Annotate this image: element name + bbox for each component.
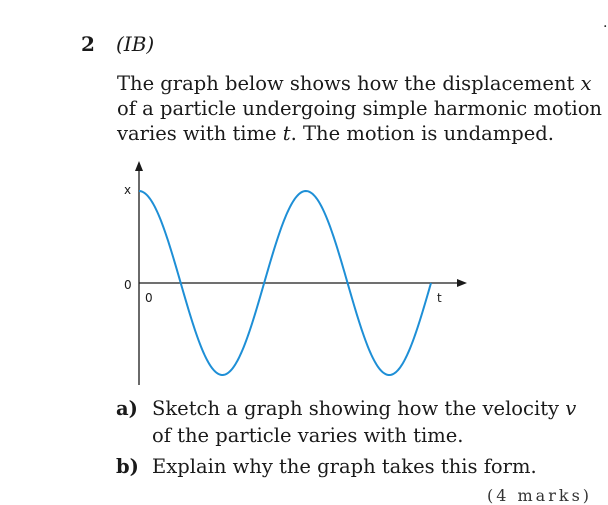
variable-v: v — [565, 397, 577, 420]
part-a-label: a) — [116, 397, 138, 420]
y-axis-arrowhead — [135, 161, 143, 171]
part-a — [116, 395, 596, 449]
marks-indicator: (4 marks) — [487, 486, 593, 505]
y-origin-label: 0 — [124, 278, 132, 292]
part-b-label: b) — [116, 455, 139, 478]
t-axis-arrowhead — [457, 279, 467, 287]
question-number: 2 — [81, 32, 95, 56]
variable-t: t — [282, 122, 291, 145]
stem-line-2: of a particle undergoing simple harmonic motion — [117, 97, 602, 120]
part-b — [116, 453, 596, 480]
stem-line-3: varies with time t. The motion is undamped. — [117, 122, 554, 145]
part-a-line-1: Sketch a graph showing how the velocity v — [152, 397, 577, 420]
x-origin-label: 0 — [145, 291, 153, 305]
variable-x: x — [580, 72, 592, 95]
part-b-text: Explain why the graph takes this form. — [152, 455, 537, 478]
question-parts — [116, 395, 596, 484]
x-axis-label: t — [437, 291, 442, 305]
question-stem — [117, 71, 602, 146]
question-source: (IB) — [116, 32, 155, 56]
part-a-line-2: of the particle varies with time. — [152, 424, 464, 447]
y-axis-label: x — [124, 183, 132, 197]
edge-mark: . — [603, 15, 608, 31]
displacement-time-graph — [108, 160, 478, 385]
stem-line-1: The graph below shows how the displacement x — [117, 72, 592, 95]
